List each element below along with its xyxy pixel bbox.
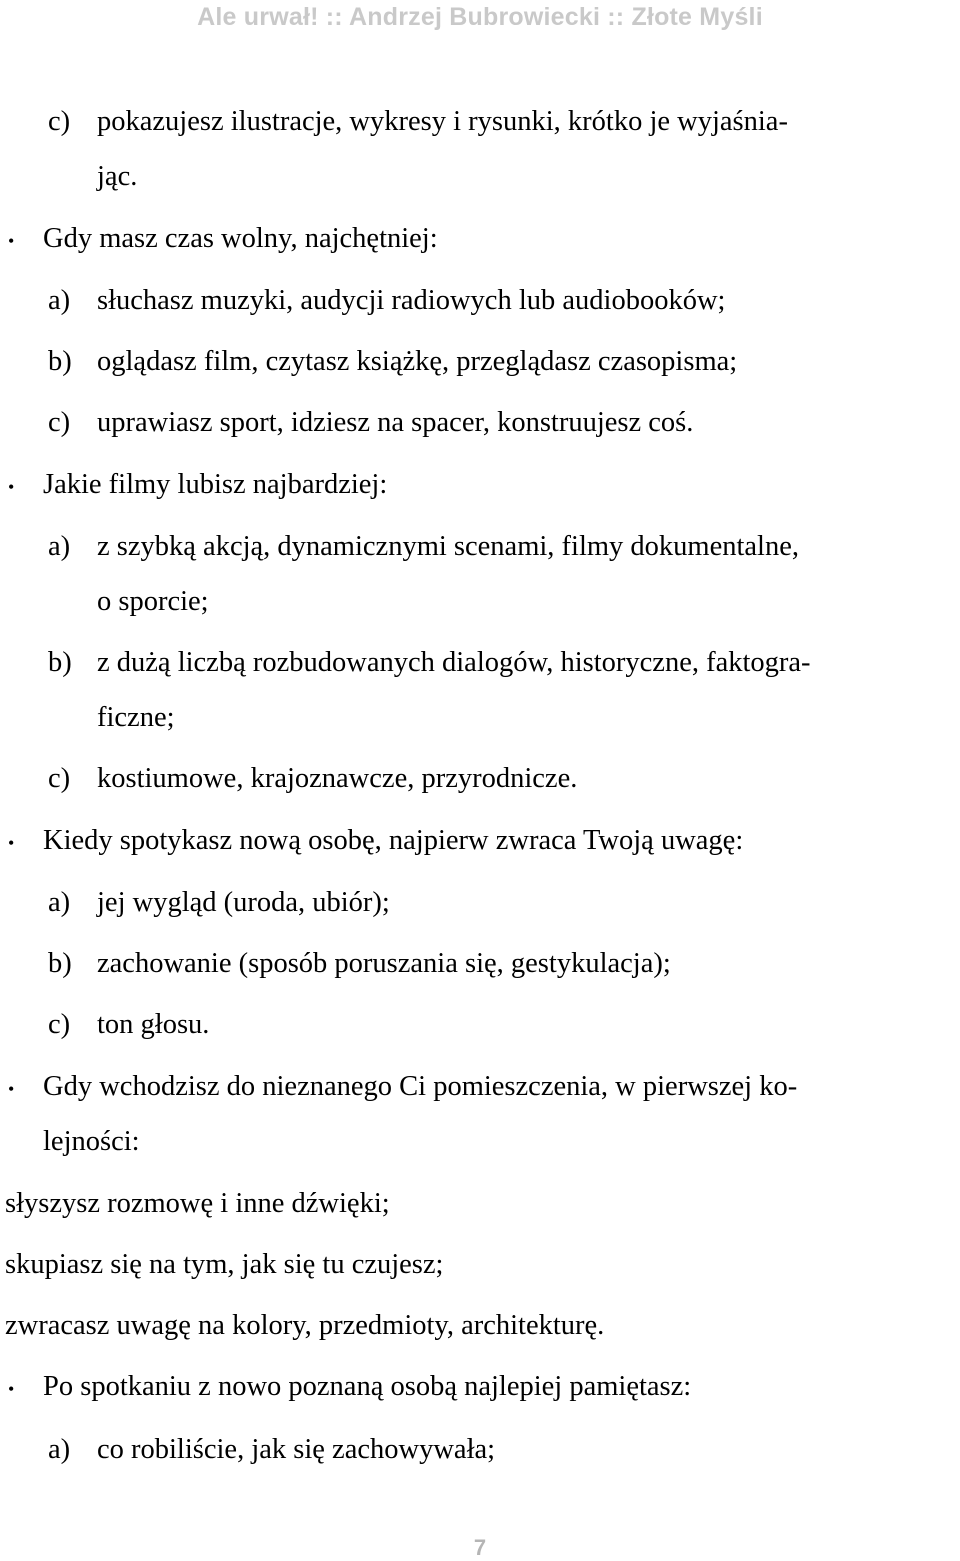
option-text: zwracasz uwagę na kolory, przedmioty, architekturę. — [5, 1310, 605, 1341]
option-text: ton głosu. — [97, 1009, 210, 1040]
option-text-continuation: ficzne; — [97, 702, 175, 733]
bullet-icon: • — [8, 477, 15, 497]
option-marker-c: c) — [48, 763, 71, 794]
bullet-icon: • — [8, 1379, 15, 1399]
option-marker-a: a) — [48, 887, 71, 918]
option-marker-c: c) — [48, 407, 71, 438]
page-number: 7 — [473, 1535, 487, 1560]
option-text: z szybką akcją, dynamicznymi scenami, filmy dokumentalne, — [97, 531, 799, 562]
option-text-continuation: o sporcie; — [97, 586, 209, 617]
option-text: zachowanie (sposób poruszania się, gestykulacja); — [97, 948, 671, 979]
option-marker-a: a) — [48, 285, 71, 316]
question-text: Gdy wchodzisz do nieznanego Ci pomieszczenia, w pierwszej ko- — [43, 1071, 798, 1102]
option-text: pokazujesz ilustracje, wykresy i rysunki, krótko je wyjaśnia- — [97, 106, 788, 137]
question-text: Kiedy spotykasz nową osobę, najpierw zwraca Twoją uwagę: — [43, 825, 744, 856]
bullet-icon: • — [8, 833, 15, 853]
option-text: kostiumowe, krajoznawcze, przyrodnicze. — [97, 763, 578, 794]
option-text: oglądasz film, czytasz książkę, przeglądasz czasopisma; — [97, 346, 738, 377]
option-marker-b: b) — [48, 948, 72, 979]
bullet-icon: • — [8, 231, 15, 251]
question-text: Gdy masz czas wolny, najchętniej: — [43, 223, 438, 254]
option-marker-b: b) — [48, 647, 72, 678]
option-text: z dużą liczbą rozbudowanych dialogów, historyczne, faktogra- — [97, 647, 811, 678]
option-text: słuchasz muzyki, audycji radiowych lub audiobooków; — [97, 285, 726, 316]
option-text: jej wygląd (uroda, ubiór); — [97, 887, 390, 918]
page-header: Ale urwał! :: Andrzej Bubrowiecki :: Złote Myśli — [197, 3, 763, 31]
option-marker-a: a) — [48, 531, 71, 562]
option-text-continuation: jąc. — [97, 161, 138, 192]
option-text: skupiasz się na tym, jak się tu czujesz; — [5, 1249, 444, 1280]
option-marker-c: c) — [48, 106, 71, 137]
option-text: co robiliście, jak się zachowywała; — [97, 1434, 496, 1465]
bullet-icon: • — [8, 1079, 15, 1099]
option-marker-a: a) — [48, 1434, 71, 1465]
question-text: Po spotkaniu z nowo poznaną osobą najlepiej pamiętasz: — [43, 1371, 692, 1402]
option-marker-c: c) — [48, 1009, 71, 1040]
option-text: słyszysz rozmowę i inne dźwięki; — [5, 1188, 390, 1219]
question-text-continuation: lejności: — [43, 1126, 140, 1157]
question-text: Jakie filmy lubisz najbardziej: — [43, 469, 388, 500]
option-marker-b: b) — [48, 346, 72, 377]
option-text: uprawiasz sport, idziesz na spacer, konstruujesz coś. — [97, 407, 694, 438]
